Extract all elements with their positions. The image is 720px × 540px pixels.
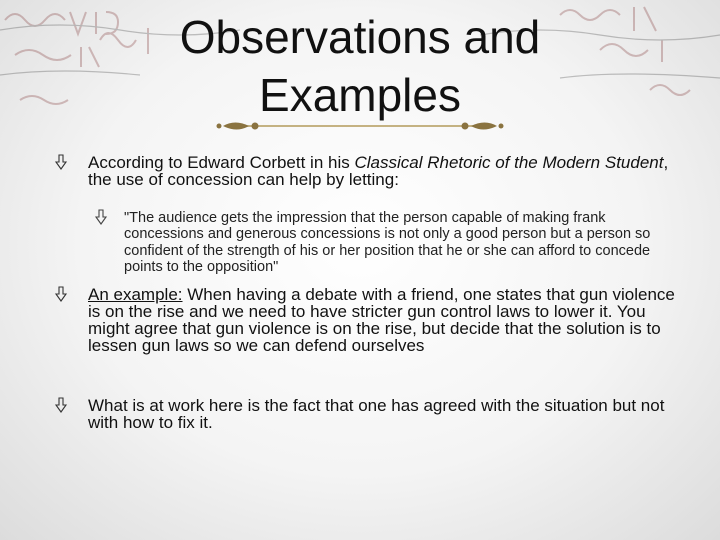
slide-title: [120, 8, 600, 124]
quote-text: "The audience gets the impression that the person capable of making frank concessions and generous concessions is not only a good person but a person so confident of the strength of his or her position that he or she can afford to concede points to the opposition": [124, 210, 651, 276]
slide-title-line-2: Examples: [259, 69, 461, 121]
bullet-example: [88, 286, 678, 354]
bullet-corbett: [88, 154, 688, 188]
hollow-down-arrow-icon: [54, 154, 68, 170]
ornamental-divider-icon: [215, 116, 505, 136]
bullet-conclusion: [88, 397, 683, 431]
example-text: When having a debate with a friend, one states that gun violence is on the rise and we need to have stricter gun control laws to lower it. You might agree that gun violence is on the rise, but decide that the solution is to lessen gun laws so we can defend ourselves: [88, 285, 675, 355]
sub-bullet-quote: [124, 210, 669, 276]
hollow-down-arrow-icon: [54, 397, 68, 413]
slide-title-line-1: Observations and: [179, 11, 541, 63]
hollow-down-arrow-icon: [54, 286, 68, 302]
example-label: An example:: [88, 285, 183, 304]
book-title: Classical Rhetoric of the Modern Student: [354, 153, 664, 172]
hollow-down-arrow-icon: [94, 209, 108, 225]
bullet-corbett-text-end: , the use of concession can help by letting:: [88, 153, 669, 189]
conclusion-text: What is at work here is the fact that one has agreed with the situation but not with how to fix it.: [88, 396, 665, 432]
bullet-corbett-text-start: According to Edward Corbett in his: [88, 153, 355, 172]
